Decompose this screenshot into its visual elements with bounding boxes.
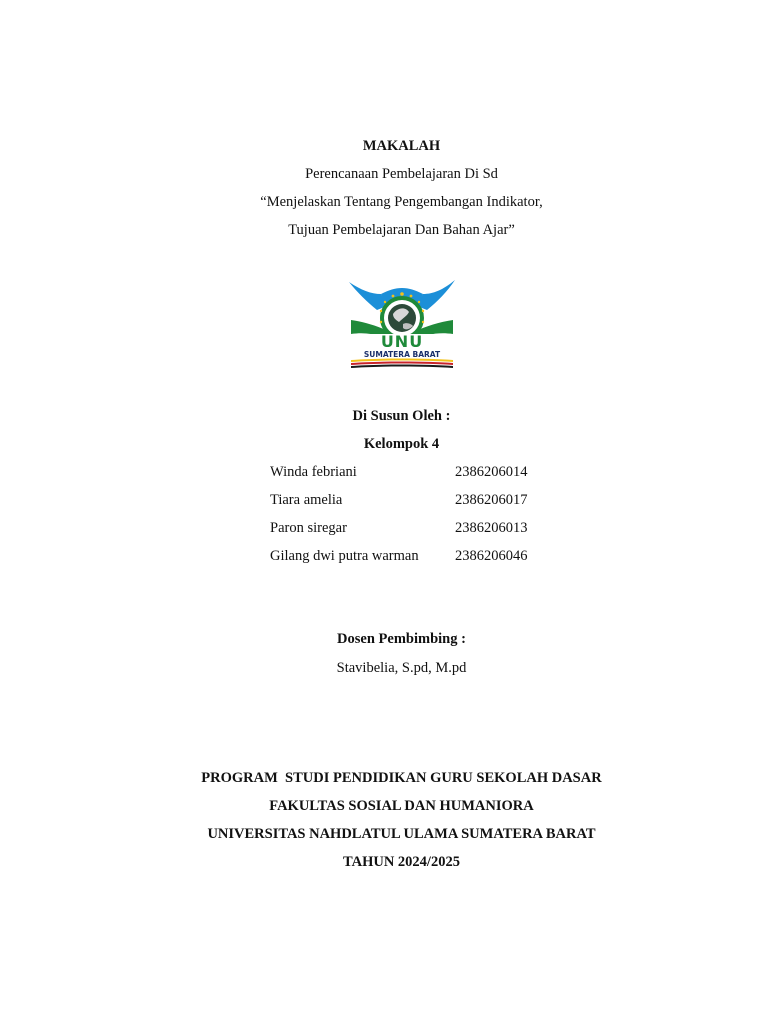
academic-year: TAHUN 2024/2025 [343, 854, 460, 870]
document-type: MAKALAH [362, 138, 441, 154]
member-name: Winda febriani [270, 464, 357, 480]
member-nim: 2386206014 [455, 464, 528, 480]
member-name: Gilang dwi putra warman [270, 548, 419, 564]
title-line-1: “Menjelaskan Tentang Pengembangan Indikator, [260, 194, 543, 210]
title-line-2: Tujuan Pembelajaran Dan Bahan Ajar” [288, 222, 515, 238]
logo-roof-left [349, 282, 387, 310]
authors-heading: Di Susun Oleh : [352, 408, 451, 424]
faculty-name: FAKULTAS SOSIAL DAN HUMANIORA [269, 798, 534, 814]
member-nim: 2386206046 [455, 548, 528, 564]
logo-letters: UNU [380, 332, 424, 351]
member-nim: 2386206017 [455, 492, 528, 508]
course-name: Perencanaan Pembelajaran Di Sd [305, 166, 498, 182]
member-nim: 2386206013 [455, 520, 528, 536]
member-name: Tiara amelia [270, 492, 343, 508]
member-row [270, 519, 570, 537]
member-name: Paron siregar [270, 520, 347, 536]
logo-region: SUMATERA BARAT [363, 350, 441, 359]
university-name: UNIVERSITAS NAHDLATUL ULAMA SUMATERA BARAT [207, 826, 596, 842]
supervisor-heading: Dosen Pembimbing : [337, 631, 466, 647]
logo-roof-right [417, 280, 455, 310]
university-logo [347, 276, 457, 370]
supervisor-name: Stavibelia, S.pd, M.pd [336, 660, 467, 676]
member-row [270, 491, 570, 509]
member-row [270, 463, 570, 481]
member-row [270, 547, 570, 565]
study-program: PROGRAM STUDI PENDIDIKAN GURU SEKOLAH DASAR [201, 770, 602, 786]
group-name: Kelompok 4 [363, 436, 440, 452]
